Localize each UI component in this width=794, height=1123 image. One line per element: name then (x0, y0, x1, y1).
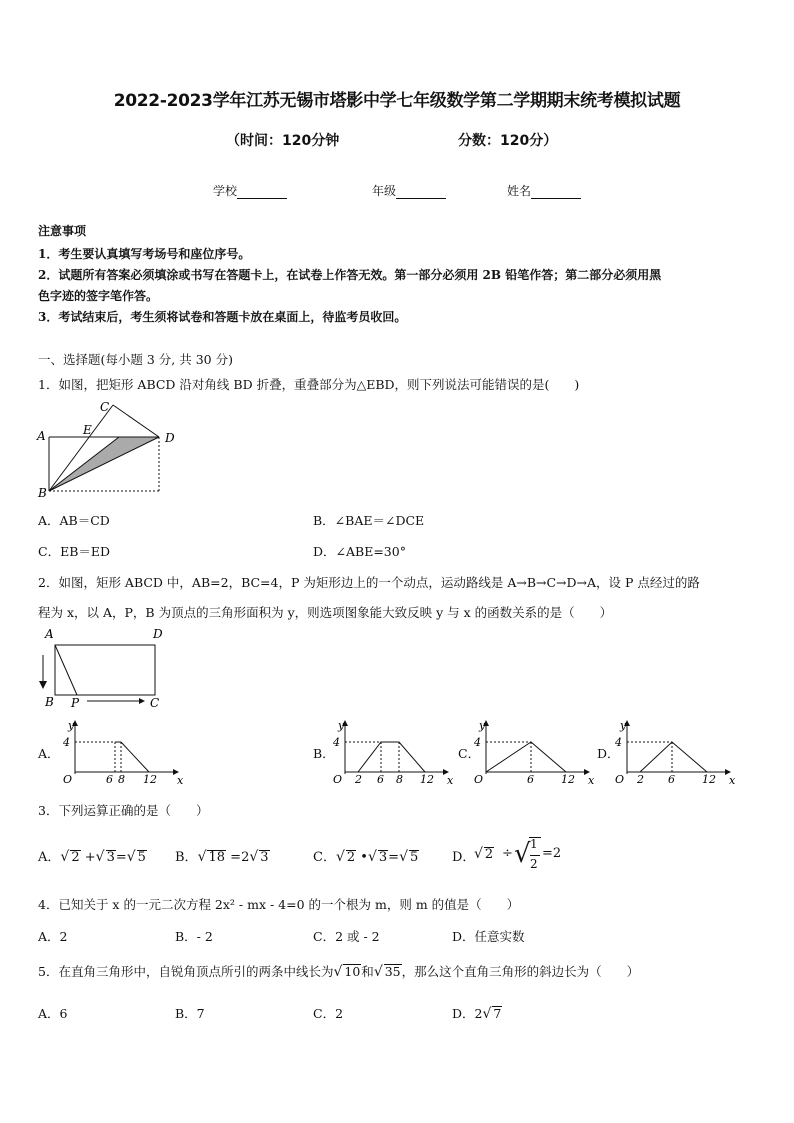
operator: = (115, 850, 127, 865)
radicand: 18 (208, 850, 226, 865)
q2-graph-c (466, 712, 596, 787)
option-letter: C． (313, 850, 336, 865)
tick-label: 4 (474, 736, 481, 749)
q4-option-c[interactable]: C．2 或 - 2 (313, 929, 380, 944)
origin-label: O (615, 773, 625, 786)
exam-time: （时间：120分钟 (226, 133, 340, 149)
question-5-stem: 5．在直角三角形中，自锐角顶点所引的两条中线长为√ 10和√ 35，那么这个直角三角形的斜边长为（ ） (38, 964, 640, 980)
operator: = (388, 850, 400, 865)
tick-label: 12 (561, 773, 575, 786)
operator: + (84, 850, 96, 865)
origin-label: O (474, 773, 484, 786)
operator: • (360, 850, 368, 865)
grade-label: 年级 (372, 184, 397, 198)
q2-option-c-letter[interactable]: C． (458, 746, 481, 761)
page-title: 2022-2023学年江苏无锡市塔影中学七年级数学第二学期期末统考模拟试题 (113, 91, 681, 111)
stem-text: 和 (361, 964, 374, 979)
rectangle-abcd (55, 645, 155, 695)
stem-text: ，那么这个直角三角形的斜边长为（ ） (401, 964, 640, 979)
y-axis-label: y (338, 719, 345, 732)
grade-field (372, 182, 446, 199)
school-blank (237, 186, 287, 199)
tick-label: 4 (615, 736, 622, 749)
q2-graph-a (55, 712, 185, 787)
radicand: 10 (344, 964, 361, 979)
radicand: 2 (484, 847, 494, 862)
radicand: 3 (260, 850, 269, 865)
question-4-stem: 4．已知关于 x 的一元二次方程 2x² - mx - 4=0 的一个根为 m，则 m 的值是（ ） (38, 897, 520, 912)
school-field (213, 182, 287, 199)
name-field (507, 182, 581, 199)
question-2-figure (35, 625, 175, 715)
q5-option-a[interactable]: A．6 (38, 1006, 68, 1021)
y-axis-label: y (620, 719, 627, 732)
name-blank (531, 186, 581, 199)
label-B: B (45, 695, 54, 709)
q5-option-c[interactable]: C．2 (313, 1006, 344, 1021)
fraction-denominator: 2 (530, 857, 538, 871)
q3-option-c[interactable]: C．√ 2 •√ 3=√ 5 (313, 849, 419, 865)
q2-graph-b (325, 712, 455, 787)
q1-option-c[interactable]: C．EB＝ED (38, 544, 111, 559)
tick-label: 6 (527, 773, 534, 786)
label-A: A (37, 429, 46, 443)
notice-item: 色字迹的签字笔作答。 (38, 289, 159, 303)
x-axis-label: x (447, 774, 454, 787)
radicand: 2 (71, 850, 80, 865)
name-label: 姓名 (507, 184, 532, 198)
tick-label: 8 (118, 773, 125, 786)
grade-blank (396, 186, 446, 199)
overlap-triangle (49, 437, 159, 491)
q2-graph-d (607, 712, 737, 787)
tick-label: 12 (143, 773, 157, 786)
y-axis-label: y (479, 719, 486, 732)
radicand: 35 (384, 964, 401, 979)
option-letter: A． (38, 850, 61, 865)
tick-label: 2 (355, 773, 362, 786)
operator: ÷ (502, 846, 513, 861)
question-2-stem-line1: 2．如图，矩形 ABCD 中，AB=2，BC=4，P 为矩形边上的一个动点，运动路线是 A→B→C→D→A，设 P 点经过的路 (38, 575, 700, 590)
q4-option-a[interactable]: A．2 (38, 929, 68, 944)
notice-item: 3．考试结束后，考生须将试卷和答题卡放在桌面上，待监考员收回。 (38, 310, 407, 324)
radicand: 7 (493, 1006, 502, 1021)
section-heading: 一、选择题(每小题 3 分, 共 30 分) (38, 352, 233, 367)
label-A: A (45, 627, 54, 641)
label-B: B (38, 486, 47, 500)
tick-label: 12 (702, 773, 716, 786)
q5-option-b[interactable]: B．7 (175, 1006, 205, 1021)
tick-label: 12 (420, 773, 434, 786)
tick-label: 4 (333, 736, 340, 749)
notice-heading: 注意事项 (38, 224, 87, 238)
q1-option-b[interactable]: B．∠BAE＝∠DCE (313, 513, 425, 528)
tick-label: 2 (637, 773, 644, 786)
question-2-stem-line2: 程为 x，以 A，P，B 为顶点的三角形面积为 y，则选项图象能大致反映 y 与 x 的函数关系的是（ ） (38, 605, 613, 620)
right-arrow-icon (139, 698, 145, 704)
question-1-figure (30, 398, 190, 502)
x-axis-label: x (588, 774, 595, 787)
stem-text: 5．在直角三角形中，自锐角顶点所引的两条中线长为 (38, 964, 334, 979)
q3-option-a[interactable]: A．√ 2 +√ 3=√ 5 (38, 849, 146, 865)
question-1-stem: 1．如图，把矩形 ABCD 沿对角线 BD 折叠，重叠部分为△EBD，则下列说法可能错误的是( ) (38, 377, 580, 392)
q1-option-a[interactable]: A．AB＝CD (38, 513, 110, 528)
tick-label: 8 (396, 773, 403, 786)
x-axis-label: x (729, 774, 736, 787)
radicand: 2 (346, 850, 356, 865)
operator: =2 (230, 850, 250, 865)
tick-label: 6 (668, 773, 675, 786)
origin-label: O (333, 773, 343, 786)
notice-item: 2．试题所有答案必须填涂或书写在答题卡上，在试卷上作答无效。第一部分必须用 2B 铅笔作答；第二部分必须用黑 (38, 268, 662, 282)
label-C: C (150, 696, 160, 710)
tick-label: 6 (106, 773, 113, 786)
radicand: 3 (378, 850, 388, 865)
q4-option-b[interactable]: B．- 2 (175, 929, 213, 944)
q1-option-d[interactable]: D．∠ABE=30° (313, 544, 406, 559)
school-label: 学校 (213, 184, 238, 198)
fraction-numerator: 1 (530, 837, 538, 851)
radicand: 5 (410, 850, 419, 865)
x-axis-label: x (177, 774, 184, 787)
notice-item: 1．考生要认真填写考场号和座位序号。 (38, 247, 251, 261)
q2-option-d-letter[interactable]: D． (597, 746, 620, 761)
tick-label: 6 (377, 773, 384, 786)
q3-option-b[interactable]: B．√ 18 =2√ 3 (175, 849, 269, 865)
label-D: D (153, 627, 163, 641)
radicand: 5 (137, 850, 146, 865)
option-letter: D． (452, 850, 476, 865)
q2-option-a-letter[interactable]: A． (38, 746, 60, 761)
origin-label: O (63, 773, 73, 786)
label-P: P (71, 696, 80, 710)
operator: =2 (542, 846, 562, 861)
radicand: 3 (106, 850, 115, 865)
q2-option-b-letter[interactable]: B． (313, 746, 335, 761)
q4-option-d[interactable]: D．任意实数 (452, 929, 525, 944)
q5-option-d[interactable]: D．2√ 7 (452, 1006, 502, 1022)
label-E: E (83, 423, 92, 437)
option-letter: B． (175, 850, 198, 865)
y-axis-label: y (68, 719, 75, 732)
question-3-stem: 3．下列运算正确的是（ ） (38, 803, 209, 818)
option-letter: D．2 (452, 1006, 483, 1021)
exam-score: 分数：120分） (458, 133, 558, 149)
tick-label: 4 (63, 736, 70, 749)
down-arrow-icon (39, 681, 47, 689)
label-C: C (100, 400, 110, 414)
label-D: D (165, 431, 175, 445)
